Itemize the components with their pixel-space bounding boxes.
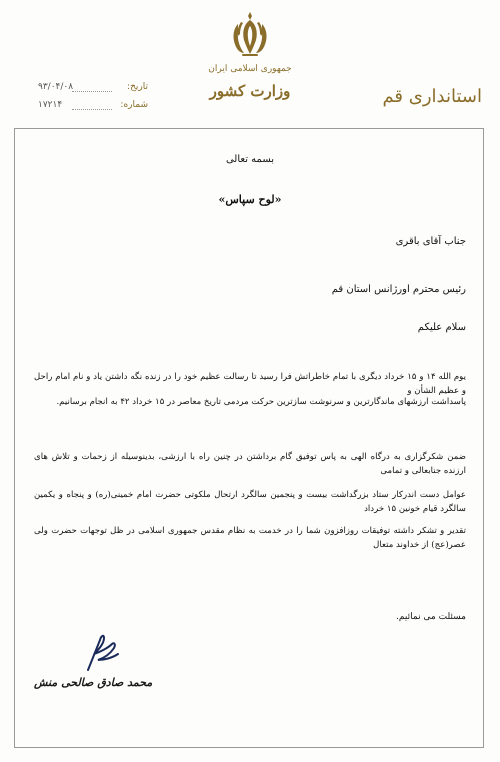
ministry-name: وزارت کشور bbox=[209, 82, 291, 100]
greeting: سلام علیکم bbox=[417, 322, 466, 333]
closing: مسئلت می نمائیم. bbox=[396, 612, 466, 622]
handwritten-signature-icon bbox=[82, 630, 122, 676]
paragraph2-line2: عوامل دست اندرکار ستاد بزرگداشت بیست و پنجمین سالگرد ارتحال ملکوتی حضرت امام خمینی(ره) و پنجاه و یکمین سالگرد قیام خونین ۱۵ خرداد bbox=[34, 490, 466, 514]
ministry-subtitle: جمهوری اسلامی ایران bbox=[208, 64, 292, 74]
date-dotted-line bbox=[72, 91, 112, 92]
recipient: جناب آقای باقری bbox=[395, 236, 466, 247]
date-row bbox=[38, 82, 148, 96]
paragraph1-line2: پاسداشت ارزشهای ماندگارترین و سرنوشت سازترین حرکت مردمی تاریخ معاصر در ۱۵ خرداد ۴۲ به انجام برسانیم. bbox=[56, 397, 466, 407]
signer-name: محمد صادق صالحی منش bbox=[34, 676, 153, 689]
number-label: شماره: bbox=[120, 100, 148, 110]
recipient-title: رئیس محترم اورژانس استان قم bbox=[331, 284, 466, 295]
paragraph2-line1: ضمن شکرگزاری به درگاه الهی به پاس توفیق گام برداشتن در چنین راه با ارزشی، بدینوسیله از زحمات و تلاش های ارزنده جنابعالی و تمامی bbox=[34, 452, 466, 476]
invocation: بسمه تعالی bbox=[225, 154, 275, 165]
office-name: استانداری قم bbox=[382, 86, 482, 107]
number-row bbox=[38, 100, 148, 114]
number-dotted-line bbox=[72, 109, 112, 110]
letter-title: «لوح سپاس» bbox=[218, 193, 282, 206]
date-label: تاریخ: bbox=[127, 82, 148, 92]
number-value: ۱۷۲۱۴ bbox=[38, 100, 63, 110]
iran-emblem-icon bbox=[228, 10, 272, 60]
date-value: ۹۳/۰۴/۰۸ bbox=[38, 82, 74, 92]
paragraph2-line3: تقدیر و تشکر داشته توفیقات روزافزون شما را در خدمت به نظام مقدس جمهوری اسلامی در ظل توجهات حضرت ولی عصر(عج) از خداوند متعال bbox=[34, 526, 466, 550]
paragraph1-line1: یوم الله ۱۴ و ۱۵ خرداد دیگری با تمام خاطراتش فرا رسید تا رسالت عظیم خود را در زنده نگه داشتن یاد و نام امام راحل و عظیم الشأن و bbox=[34, 372, 466, 396]
